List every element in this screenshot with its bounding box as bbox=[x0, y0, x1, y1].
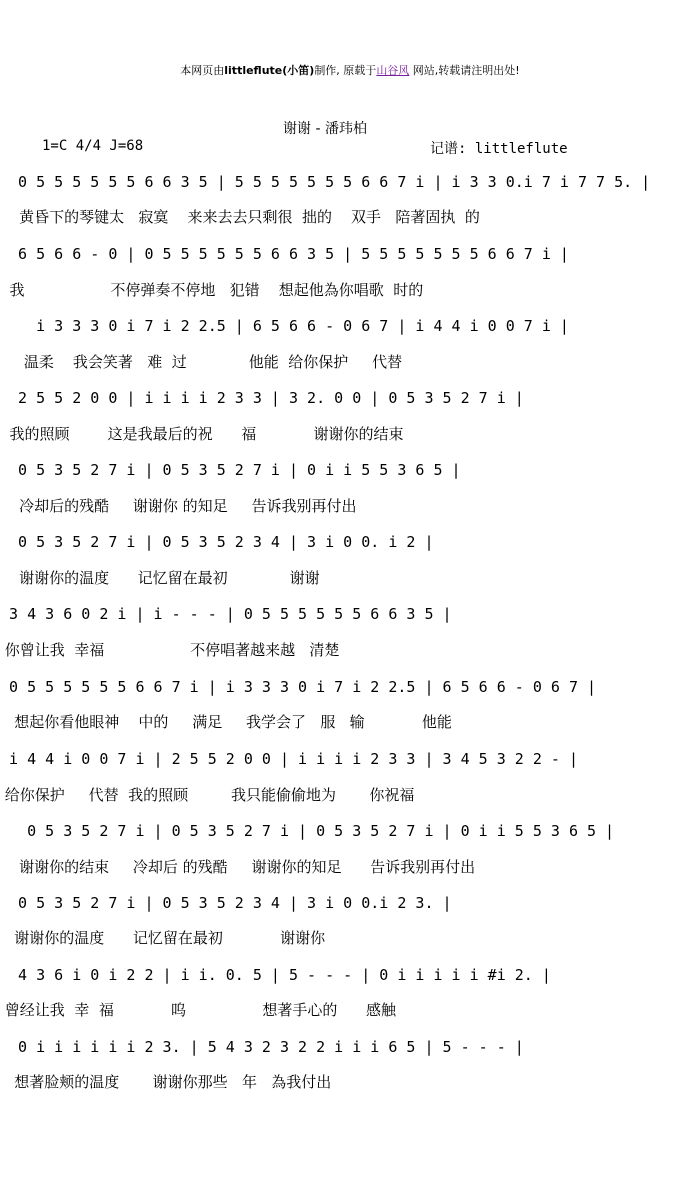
lyrics-line-3: 温柔 我会笑著 难 过 他能 给你保护 代替 bbox=[0, 353, 403, 371]
notes-line-8: 0 5 5 5 5 5 5 6 6 7 i | i 3 3 3 0 i 7 i 2 2.5 | 6 5 6 6 - 0 6 7 | bbox=[0, 678, 597, 696]
lyrics-line-12: 曾经让我 幸 福 呜 想著手心的 感触 bbox=[0, 1001, 396, 1019]
notes-line-13: 0 i i i i i i 2 3. | 5 4 3 2 3 2 2 i i i 6 5 | 5 - - - | bbox=[0, 1038, 524, 1056]
notes-line-12: 4 3 6 i 0 i 2 2 | i i. 0. 5 | 5 - - - | 0 i i i i i #i 2. | bbox=[0, 966, 551, 984]
lyrics-line-2: 我 不停弹奏不停地 犯错 想起他為你唱歌 时的 bbox=[0, 281, 424, 299]
notes-line-2: 6 5 6 6 - 0 | 0 5 5 5 5 5 5 6 6 3 5 | 5 5 5 5 5 5 5 6 6 7 i | bbox=[0, 245, 569, 263]
lyrics-line-5: 冷却后的残酷 谢谢你 的知足 告诉我别再付出 bbox=[0, 497, 357, 515]
lyrics-line-9: 给你保护 代替 我的照顾 我只能偷偷地为 你祝福 bbox=[0, 786, 415, 804]
lyrics-line-13: 想著脸颊的温度 谢谢你那些 年 為我付出 bbox=[0, 1073, 332, 1091]
notes-line-7: 3 4 3 6 0 2 i | i - - - | 0 5 5 5 5 5 5 6 6 3 5 | bbox=[0, 605, 452, 623]
notes-line-5: 0 5 3 5 2 7 i | 0 5 3 5 2 7 i | 0 i i 5 5 3 6 5 | bbox=[0, 461, 461, 479]
site-credit bbox=[0, 62, 700, 78]
notes-line-4: 2 5 5 2 0 0 | i i i i 2 3 3 | 3 2. 0 0 | 0 5 3 5 2 7 i | bbox=[0, 389, 524, 407]
notes-line-11: 0 5 3 5 2 7 i | 0 5 3 5 2 3 4 | 3 i 0 0.i 2 3. | bbox=[0, 894, 452, 912]
lyrics-line-8: 想起你看他眼神 中的 满足 我学会了 服 输 他能 bbox=[0, 713, 452, 731]
notes-line-9: i 4 4 i 0 0 7 i | 2 5 5 2 0 0 | i i i i 2 3 3 | 3 4 5 3 2 2 - | bbox=[0, 750, 578, 768]
credit-suffix: 网站,转载请注明出处! bbox=[409, 64, 520, 77]
lyrics-line-1: 黄昏下的琴键太 寂寞 来来去去只剩很 拙的 双手 陪著固执 的 bbox=[0, 208, 480, 226]
lyrics-line-10: 谢谢你的结束 冷却后 的残酷 谢谢你的知足 告诉我别再付出 bbox=[0, 858, 476, 876]
notes-line-3: i 3 3 3 0 i 7 i 2 2.5 | 6 5 6 6 - 0 6 7 | i 4 4 i 0 0 7 i | bbox=[0, 317, 569, 335]
lyrics-line-7: 你曾让我 幸福 不停唱著越来越 清楚 bbox=[0, 641, 340, 659]
lyrics-line-11: 谢谢你的温度 记忆留在最初 谢谢你 bbox=[0, 929, 326, 947]
notes-line-10: 0 5 3 5 2 7 i | 0 5 3 5 2 7 i | 0 5 3 5 2 7 i | 0 i i 5 5 3 6 5 | bbox=[0, 822, 615, 840]
key-signature: 1=C 4/4 J=68 bbox=[42, 138, 144, 154]
lyrics-line-6: 谢谢你的温度 记忆留在最初 谢谢 bbox=[0, 569, 320, 587]
notes-line-6: 0 5 3 5 2 7 i | 0 5 3 5 2 3 4 | 3 i 0 0. i 2 | bbox=[0, 533, 434, 551]
lyrics-line-4: 我的照顾 这是我最后的祝 福 谢谢你的结束 bbox=[0, 425, 404, 443]
credit-author: littleflute(小笛) bbox=[224, 64, 315, 77]
song-title: 谢谢 - 潘玮柏 bbox=[283, 121, 367, 137]
notes-line-1: 0 5 5 5 5 5 5 6 6 3 5 | 5 5 5 5 5 5 5 6 6 7 i | i 3 3 0.i 7 i 7 7 5. | bbox=[0, 173, 651, 191]
transcriber: 记谱: littleflute bbox=[430, 141, 568, 157]
credit-site-link[interactable]: 山谷风 bbox=[376, 64, 410, 77]
credit-prefix: 本网页由 bbox=[180, 64, 225, 77]
credit-mid: 制作, 原载于 bbox=[314, 64, 377, 77]
